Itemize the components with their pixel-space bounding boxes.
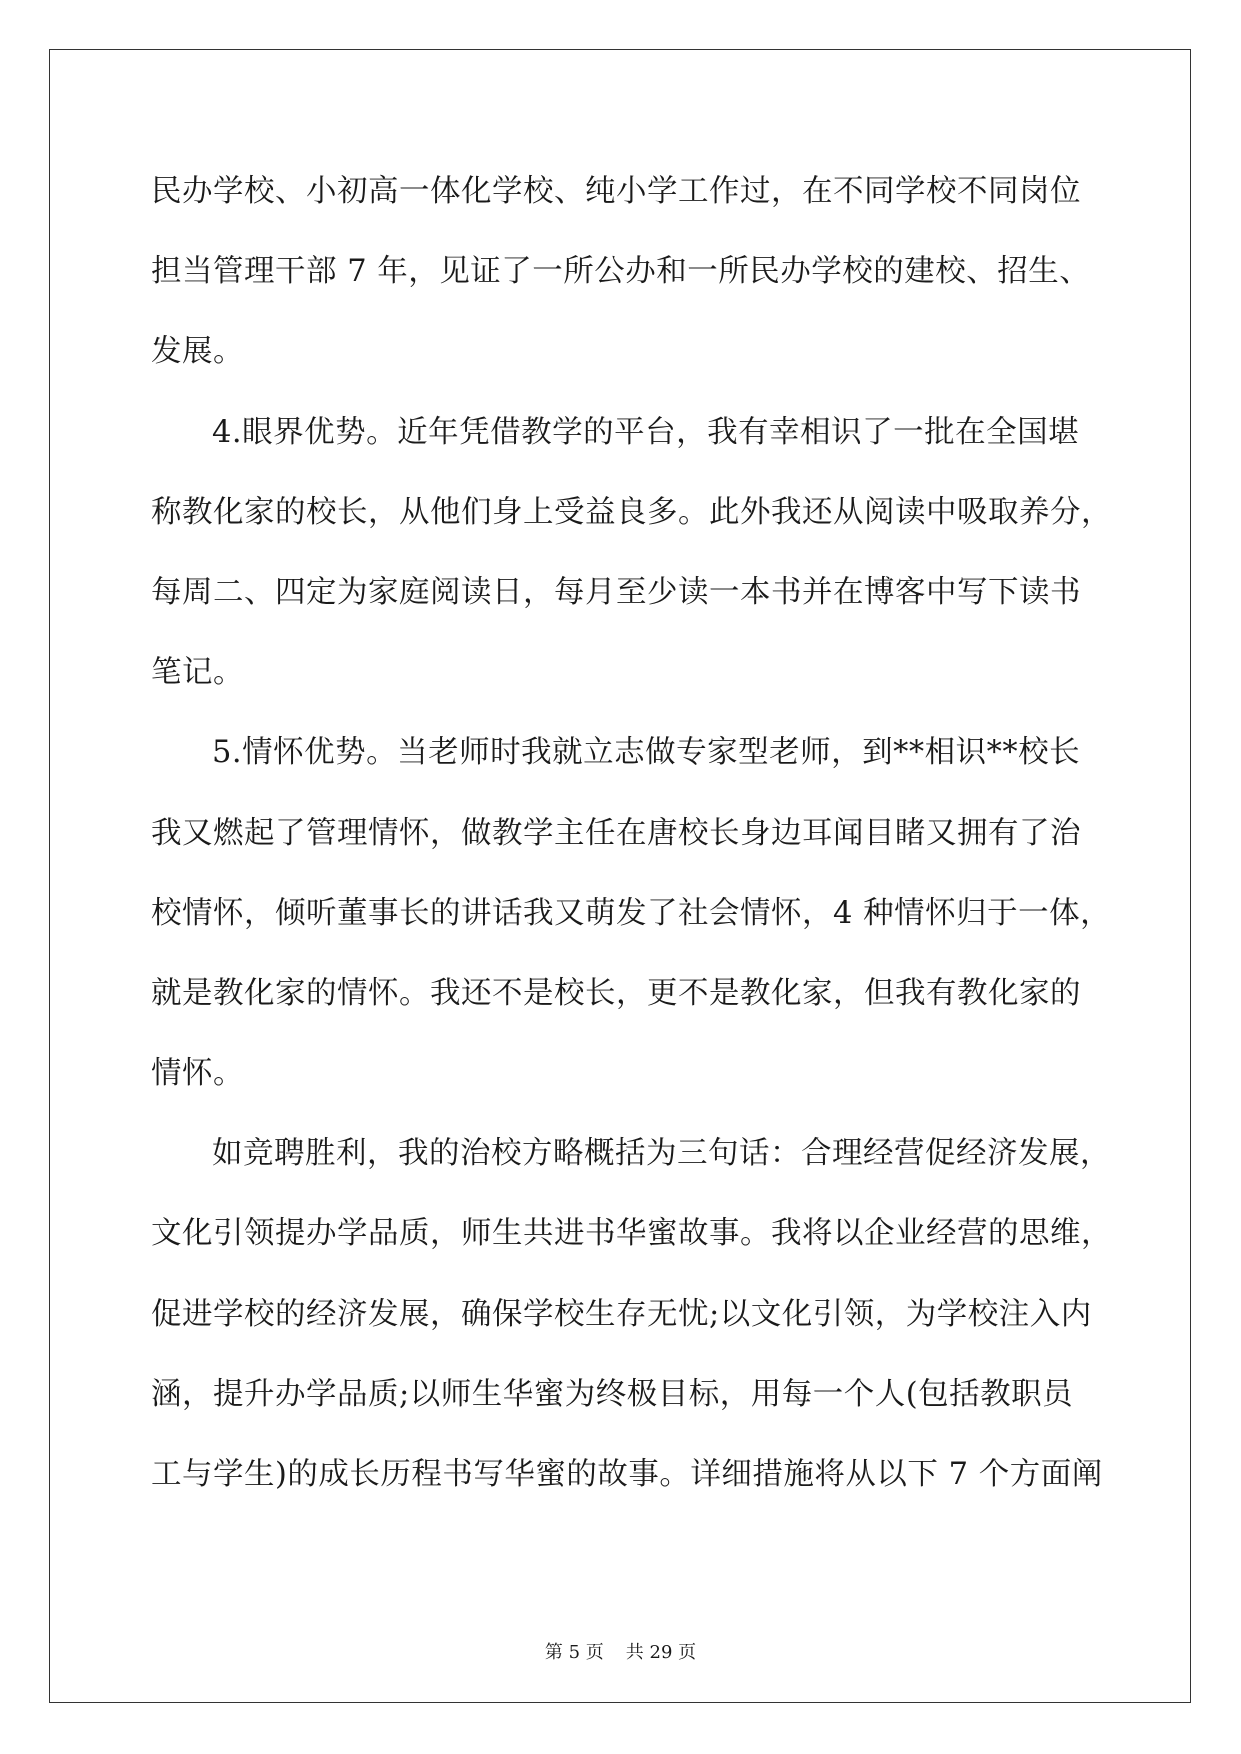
paragraph [151,393,1112,714]
text-line: 工与学生)的成长历程书写华蜜的故事。详细措施将从以下 7 个方面阐 [151,1457,1103,1492]
text-line: 4.眼界优势。近年凭借教学的平台，我有幸相识了一批在全国堪 [212,414,1080,450]
text-line: 情怀。 [151,1056,244,1092]
text-line: 涵，提升办学品质;以师生华蜜为终极目标，用每一个人(包括教职员 [151,1376,1074,1412]
document-body [151,152,1112,1515]
paragraph [151,1114,1112,1515]
text-line: 民办学校、小初高一体化学校、纯小学工作过，在不同学校不同岗位 [151,174,1081,209]
text-line: 校情怀，倾听董事长的讲话我又萌发了社会情怀，4 种情怀归于一体， [151,895,1112,931]
text-line: 促进学校的经济发展，确保学校生存无忧;以文化引领，为学校注入内 [151,1296,1092,1332]
text-line: 发展。 [151,334,244,370]
text-line: 每周二、四定为家庭阅读日，每月至少读一本书并在博客中写下读书 [151,574,1081,610]
text-line: 如竞聘胜利，我的治校方略概括为三句话：合理经营促经济发展， [212,1136,1111,1172]
text-line: 笔记。 [151,655,244,691]
page-footer [0,1638,1241,1664]
text-line: 担当管理干部 7 年，见证了一所公办和一所民办学校的建校、招生、 [151,254,1091,290]
page-total: 共 29 页 [625,1642,697,1663]
text-line: 称教化家的校长，从他们身上受益良多。此外我还从阅读中吸取养分， [151,494,1112,530]
text-line: 5.情怀优势。当老师时我就立志做专家型老师，到**相识**校长 [212,735,1081,771]
text-line: 就是教化家的情怀。我还不是校长，更不是教化家，但我有教化家的 [151,975,1081,1011]
text-line: 文化引领提办学品质，师生共进书华蜜故事。我将以企业经营的思维， [151,1216,1112,1252]
paragraph [151,152,1091,393]
page-number: 第 5 页 [544,1642,604,1663]
text-line: 我又燃起了管理情怀，做教学主任在唐校长身边耳闻目睹又拥有了治 [151,815,1081,851]
paragraph [151,713,1112,1114]
